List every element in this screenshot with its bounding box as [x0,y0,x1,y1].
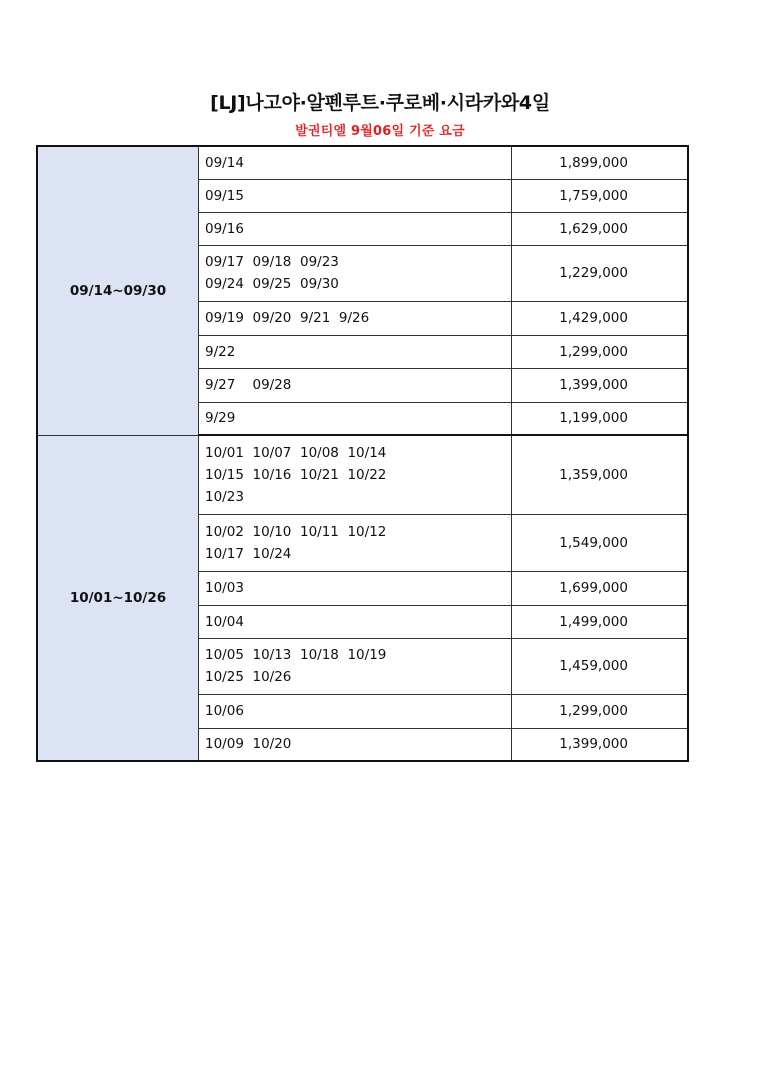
price-cell: 1,299,000 [512,694,689,728]
date-line: 9/22 [205,343,236,360]
dates-cell [199,301,512,335]
date-line: 10/25 10/26 [205,669,292,685]
price-cell: 1,759,000 [512,179,689,212]
dates-cell [199,212,512,245]
dates-cell [199,638,512,694]
date-line: 10/09 10/20 [205,736,292,753]
price-cell: 1,299,000 [512,335,689,368]
date-line: 9/27 09/28 [205,377,292,393]
date-line: 9/29 [205,410,236,427]
dates-cell [199,435,512,514]
date-line: 10/05 10/13 10/18 10/19 [205,647,387,663]
page-title: [LJ]나고야·알펜루트·쿠로베·시라카와4일 [210,92,550,114]
price-cell: 1,549,000 [512,514,689,571]
page-subtitle: 발권티엘 9월06일 기준 요금 [295,124,465,139]
date-line: 10/01 10/07 10/08 10/14 [205,444,387,461]
period-cell: 10/01~10/26 [37,435,199,761]
price-cell: 1,629,000 [512,212,689,245]
dates-cell [199,335,512,368]
price-cell: 1,229,000 [512,245,689,301]
price-cell: 1,399,000 [512,368,689,402]
price-cell: 1,399,000 [512,728,689,761]
date-line: 10/15 10/16 10/21 10/22 [205,466,387,483]
dates-cell [199,402,512,435]
dates-cell [199,571,512,605]
date-line: 10/23 [205,488,244,505]
price-cell: 1,699,000 [512,571,689,605]
dates-cell [199,694,512,728]
dates-cell [199,368,512,402]
price-cell: 1,499,000 [512,605,689,638]
price-cell: 1,199,000 [512,402,689,435]
date-line: 09/24 09/25 09/30 [205,276,339,292]
dates-cell [199,605,512,638]
date-line: 10/06 [205,703,244,719]
price-cell: 1,899,000 [512,146,689,179]
dates-cell [199,146,512,179]
date-line: 09/17 09/18 09/23 [205,254,339,270]
date-line: 10/03 [205,580,244,596]
date-line: 09/15 [205,187,244,204]
price-cell: 1,459,000 [512,638,689,694]
date-line: 09/19 09/20 9/21 9/26 [205,310,370,326]
dates-cell [199,514,512,571]
table-row [37,435,688,514]
dates-cell [199,728,512,761]
date-line: 09/14 [205,154,244,171]
price-cell: 1,359,000 [512,435,689,514]
price-cell: 1,429,000 [512,301,689,335]
table-row [37,146,688,179]
period-cell: 09/14~09/30 [37,146,199,435]
date-line: 10/17 10/24 [205,545,292,562]
date-line: 10/04 [205,613,244,630]
date-line: 10/02 10/10 10/11 10/12 [205,523,387,540]
dates-cell [199,245,512,301]
date-line: 09/16 [205,220,244,237]
price-table [36,145,689,762]
dates-cell [199,179,512,212]
